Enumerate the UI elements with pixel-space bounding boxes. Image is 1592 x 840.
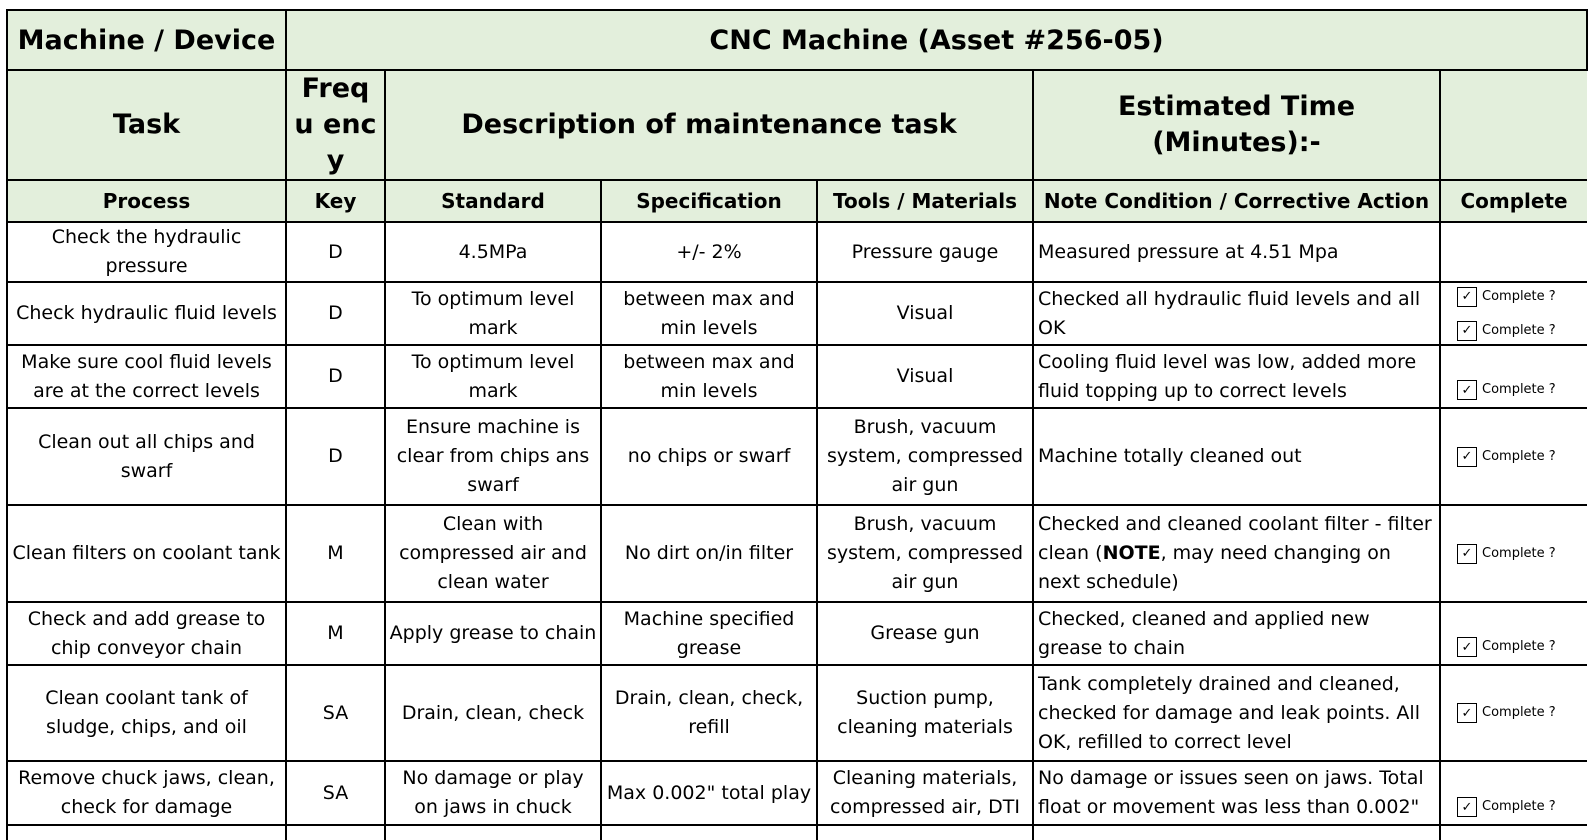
column-header-key: Key — [286, 180, 385, 222]
cell-key: M — [286, 505, 385, 602]
cell-standard: 4.5MPa — [385, 222, 601, 282]
cell-standard: Clean with compressed air and clean water — [385, 505, 601, 602]
complete-label: Complete ? — [1482, 382, 1556, 397]
complete-label: Complete ? — [1482, 705, 1556, 720]
cell-tools: Cleaning materials, compressed air, DTI — [817, 761, 1033, 825]
cell-note — [1033, 602, 1440, 665]
cell-tools: Grease gun — [817, 602, 1033, 665]
cell-complete — [1440, 282, 1587, 345]
empty-cell — [7, 825, 286, 840]
empty-cell — [1033, 825, 1440, 840]
cell-key: D — [286, 282, 385, 345]
note-text: Checked all hydraulic fluid levels and all OK — [1038, 287, 1421, 339]
cell-specification: no chips or swarf — [601, 408, 817, 505]
table-row — [7, 222, 1587, 282]
empty-cell — [385, 825, 601, 840]
cell-tools: Brush, vacuum system, compressed air gun — [817, 505, 1033, 602]
column-header-tools: Tools / Materials — [817, 180, 1033, 222]
frequency-label: Frequ ency — [286, 70, 385, 180]
cell-complete — [1440, 505, 1587, 602]
cell-tools: Suction pump, cleaning materials — [817, 665, 1033, 761]
complete-label: Complete ? — [1482, 288, 1556, 304]
note-text: Cooling fluid level was low, added more fluid topping up to correct levels — [1038, 350, 1417, 402]
cell-process: Make sure cool fluid levels are at the correct levels — [7, 345, 286, 408]
task-label: Task — [7, 70, 286, 180]
cell-key: D — [286, 345, 385, 408]
complete-checkbox[interactable] — [1457, 285, 1587, 309]
cell-specification: between max and min levels — [601, 345, 817, 408]
maintenance-table — [6, 9, 1588, 840]
cell-key: D — [286, 222, 385, 282]
cell-standard: Drain, clean, check — [385, 665, 601, 761]
note-text: Tank completely drained and cleaned, checked for damage and leak points. All OK, refilled to correct level — [1038, 672, 1420, 753]
column-header-process: Process — [7, 180, 286, 222]
complete-checkbox[interactable] — [1457, 378, 1587, 402]
cell-process: Check hydraulic fluid levels — [7, 282, 286, 345]
cell-standard: No damage or play on jaws in chuck — [385, 761, 601, 825]
machine-device-label: Machine / Device — [7, 10, 286, 70]
complete-label: Complete ? — [1482, 448, 1556, 464]
complete-checkbox[interactable] — [1457, 319, 1587, 343]
checkmark-icon[interactable]: ✓ — [1457, 703, 1477, 723]
note-text: No damage or issues seen on jaws. Total float or movement was less than 0.002" — [1038, 767, 1424, 818]
complete-label: Complete ? — [1482, 322, 1556, 338]
cell-specification: No dirt on/in filter — [601, 505, 817, 602]
cell-key: D — [286, 408, 385, 505]
cell-process: Remove chuck jaws, clean, check for damage — [7, 761, 286, 825]
cell-process: Clean filters on coolant tank — [7, 505, 286, 602]
cell-complete — [1440, 761, 1587, 825]
cell-note — [1033, 222, 1440, 282]
cell-complete — [1440, 222, 1587, 282]
cell-complete — [1440, 408, 1587, 505]
cell-specification: Drain, clean, check, refill — [601, 665, 817, 761]
maintenance-checklist — [6, 9, 1588, 840]
cell-note — [1033, 408, 1440, 505]
cell-note — [1033, 505, 1440, 602]
complete-checkbox[interactable] — [1457, 701, 1587, 725]
cell-key: M — [286, 602, 385, 665]
column-header-standard: Standard — [385, 180, 601, 222]
cell-tools: Visual — [817, 282, 1033, 345]
complete-label: Complete ? — [1482, 545, 1556, 561]
cell-note — [1033, 761, 1440, 825]
complete-checkbox[interactable] — [1457, 635, 1587, 659]
empty-cell — [817, 825, 1033, 840]
column-header-note: Note Condition / Corrective Action — [1033, 180, 1440, 222]
checkmark-icon[interactable]: ✓ — [1457, 321, 1477, 341]
cell-process: Check and add grease to chip conveyor chain — [7, 602, 286, 665]
cell-specification: Max 0.002" total play — [601, 761, 817, 825]
cell-note — [1033, 282, 1440, 345]
empty-cell — [601, 825, 817, 840]
table-row — [7, 408, 1587, 505]
cell-complete — [1440, 602, 1587, 665]
checkmark-icon[interactable]: ✓ — [1457, 287, 1477, 307]
empty-cell — [286, 825, 385, 840]
cell-standard: Ensure machine is clear from chips ans swarf — [385, 408, 601, 505]
cell-process: Check the hydraulic pressure — [7, 222, 286, 282]
table-row — [7, 345, 1587, 408]
table-row — [7, 602, 1587, 665]
column-header-specification: Specification — [601, 180, 817, 222]
note-text: Machine totally cleaned out — [1038, 445, 1302, 467]
cell-tools: Pressure gauge — [817, 222, 1033, 282]
table-row — [7, 282, 1587, 345]
cell-tools: Brush, vacuum system, compressed air gun — [817, 408, 1033, 505]
cell-process: Clean coolant tank of sludge, chips, and oil — [7, 665, 286, 761]
complete-checkbox[interactable] — [1457, 542, 1587, 566]
table-row — [7, 761, 1587, 825]
cell-key: SA — [286, 665, 385, 761]
complete-checkbox[interactable] — [1457, 795, 1587, 819]
empty-cell — [1440, 825, 1587, 840]
checkmark-icon[interactable]: ✓ — [1457, 447, 1477, 467]
complete-label: Complete ? — [1482, 799, 1556, 814]
cell-standard: To optimum level mark — [385, 345, 601, 408]
cell-specification: +/- 2% — [601, 222, 817, 282]
checkmark-icon[interactable]: ✓ — [1457, 544, 1477, 564]
cell-standard: To optimum level mark — [385, 282, 601, 345]
checkmark-icon[interactable]: ✓ — [1457, 797, 1477, 817]
note-text: Measured pressure at 4.51 Mpa — [1038, 240, 1339, 263]
cell-complete — [1440, 345, 1587, 408]
cell-key: SA — [286, 761, 385, 825]
cell-specification: between max and min levels — [601, 282, 817, 345]
cell-specification: Machine specified grease — [601, 602, 817, 665]
checkmark-icon[interactable]: ✓ — [1457, 637, 1477, 657]
machine-name: CNC Machine (Asset #256-05) — [286, 10, 1587, 70]
cell-note — [1033, 345, 1440, 408]
cell-tools: Visual — [817, 345, 1033, 408]
description-label: Description of maintenance task — [385, 70, 1033, 180]
column-header-complete: Complete — [1440, 180, 1587, 222]
table-row — [7, 665, 1587, 761]
estimated-time-label: Estimated Time (Minutes):- — [1033, 70, 1440, 180]
note-text: Checked and cleaned coolant filter - filter clean ( — [1038, 513, 1432, 564]
table-row-partial — [7, 825, 1587, 840]
cell-process: Clean out all chips and swarf — [7, 408, 286, 505]
note-emphasis: NOTE — [1102, 542, 1161, 564]
complete-checkbox[interactable] — [1457, 445, 1587, 469]
note-text: Checked, cleaned and applied new grease to chain — [1038, 607, 1370, 659]
estimated-time-value[interactable] — [1440, 70, 1587, 180]
cell-standard: Apply grease to chain — [385, 602, 601, 665]
note-text-continued: , may need changing on next schedule) — [1038, 542, 1391, 593]
cell-complete — [1440, 665, 1587, 761]
complete-label: Complete ? — [1482, 639, 1556, 654]
cell-note — [1033, 665, 1440, 761]
checkmark-icon[interactable]: ✓ — [1457, 380, 1477, 400]
table-row — [7, 505, 1587, 602]
